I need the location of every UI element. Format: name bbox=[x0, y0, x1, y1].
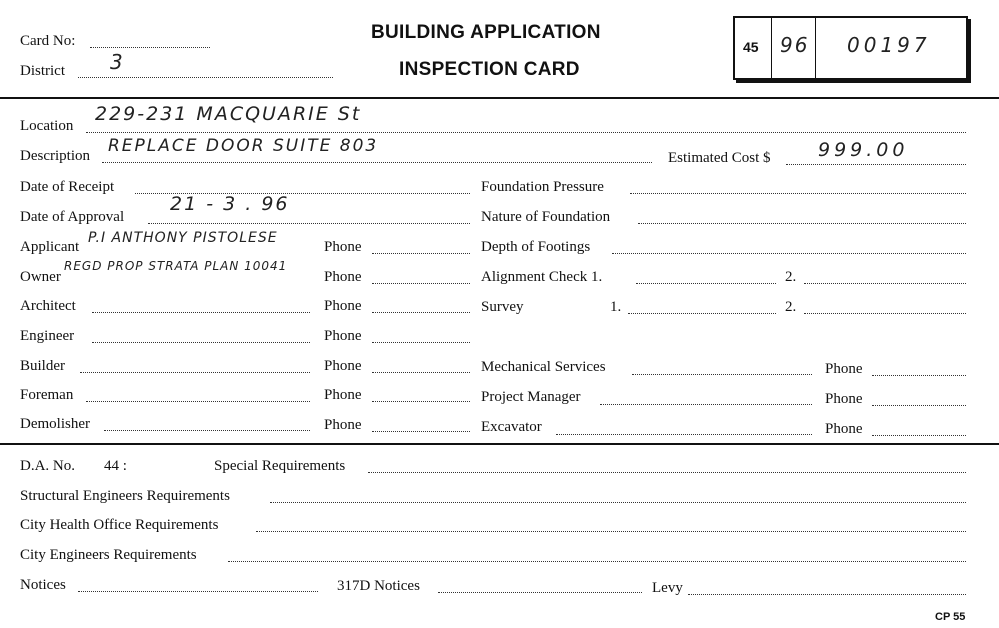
demolisher-field[interactable] bbox=[104, 430, 310, 431]
city-engineers-requirements-label: City Engineers Requirements bbox=[20, 547, 197, 563]
date-of-approval-value: 21 - 3 . 96 bbox=[170, 193, 290, 215]
mechanical-services-field[interactable] bbox=[632, 374, 812, 375]
mechanical-services-phone-field[interactable] bbox=[872, 375, 966, 376]
notices-317d-label: 317D Notices bbox=[337, 578, 420, 594]
application-number-box bbox=[733, 16, 968, 80]
levy-label: Levy bbox=[652, 580, 683, 596]
date-of-receipt-label: Date of Receipt bbox=[20, 179, 115, 195]
foreman-phone-field[interactable] bbox=[372, 401, 470, 402]
district-label: District bbox=[20, 63, 65, 79]
special-requirements-field[interactable] bbox=[368, 472, 966, 473]
architect-phone-field[interactable] bbox=[372, 312, 470, 313]
district-value: 3 bbox=[110, 50, 125, 74]
mechanical-services-label: Mechanical Services bbox=[481, 359, 606, 375]
number-part-3: 00197 bbox=[847, 33, 931, 57]
health-requirements-field[interactable] bbox=[256, 531, 966, 532]
da-no-label: D.A. No. bbox=[20, 458, 75, 474]
da-no-value: 44 : bbox=[104, 458, 127, 474]
foundation-pressure-label: Foundation Pressure bbox=[481, 179, 604, 195]
structural-requirements-label: Structural Engineers Requirements bbox=[20, 488, 230, 504]
depth-of-footings-field[interactable] bbox=[612, 253, 966, 254]
engineer-phone-label: Phone bbox=[324, 328, 362, 344]
form-code: CP 55 bbox=[935, 611, 966, 623]
special-requirements-label: Special Requirements bbox=[214, 458, 346, 474]
alignment-check-2-label: 2. bbox=[785, 269, 797, 285]
alignment-check-1-field[interactable] bbox=[636, 283, 776, 284]
applicant-phone-label: Phone bbox=[324, 239, 362, 255]
location-label: Location bbox=[20, 118, 74, 134]
location-value: 229-231 MACQUARIE St bbox=[95, 103, 362, 125]
number-part-2: 96 bbox=[780, 33, 810, 57]
health-requirements-label: City Health Office Requirements bbox=[20, 517, 219, 533]
notices-label: Notices bbox=[20, 577, 66, 593]
owner-label: Owner bbox=[20, 269, 61, 285]
excavator-phone-field[interactable] bbox=[872, 435, 966, 436]
project-manager-label: Project Manager bbox=[481, 389, 581, 405]
city-engineers-requirements-field[interactable] bbox=[228, 561, 966, 562]
notices-field[interactable] bbox=[78, 591, 318, 592]
project-manager-phone-field[interactable] bbox=[872, 405, 966, 406]
description-value: REPLACE DOOR SUITE 803 bbox=[108, 136, 379, 156]
depth-of-footings-label: Depth of Footings bbox=[481, 239, 591, 255]
nature-of-foundation-label: Nature of Foundation bbox=[481, 209, 611, 225]
alignment-check-label: Alignment Check 1. bbox=[481, 269, 603, 285]
engineer-label: Engineer bbox=[20, 328, 75, 344]
architect-phone-label: Phone bbox=[324, 298, 362, 314]
project-manager-phone-label: Phone bbox=[825, 391, 863, 407]
survey-2-label: 2. bbox=[785, 299, 797, 315]
date-of-approval-label: Date of Approval bbox=[20, 209, 125, 225]
nature-of-foundation-field[interactable] bbox=[638, 223, 966, 224]
builder-label: Builder bbox=[20, 358, 65, 374]
card-title-line1: BUILDING APPLICATION bbox=[371, 22, 601, 43]
survey-1-label: 1. bbox=[610, 299, 622, 315]
foreman-field[interactable] bbox=[86, 401, 310, 402]
demolisher-phone-field[interactable] bbox=[372, 431, 470, 432]
card-no-field[interactable] bbox=[90, 47, 210, 48]
survey-label: Survey bbox=[481, 299, 524, 315]
estimated-cost-label: Estimated Cost $ bbox=[668, 150, 771, 166]
excavator-label: Excavator bbox=[481, 419, 542, 435]
owner-value: REGD PROP STRATA PLAN 10041 bbox=[64, 259, 288, 273]
owner-phone-field[interactable] bbox=[372, 283, 470, 284]
section-divider bbox=[0, 443, 999, 445]
location-field[interactable] bbox=[86, 132, 966, 133]
excavator-phone-label: Phone bbox=[825, 421, 863, 437]
builder-phone-label: Phone bbox=[324, 358, 362, 374]
project-manager-field[interactable] bbox=[600, 404, 812, 405]
structural-requirements-field[interactable] bbox=[270, 502, 966, 503]
engineer-field[interactable] bbox=[92, 342, 310, 343]
header-divider bbox=[0, 97, 999, 99]
card-title-line2: INSPECTION CARD bbox=[399, 59, 580, 80]
applicant-label: Applicant bbox=[20, 239, 80, 255]
applicant-phone-field[interactable] bbox=[372, 253, 470, 254]
district-field[interactable] bbox=[78, 77, 333, 78]
alignment-check-2-field[interactable] bbox=[804, 283, 966, 284]
survey-1-field[interactable] bbox=[628, 313, 776, 314]
builder-phone-field[interactable] bbox=[372, 372, 470, 373]
builder-field[interactable] bbox=[80, 372, 310, 373]
description-field[interactable] bbox=[102, 162, 652, 163]
foundation-pressure-field[interactable] bbox=[630, 193, 966, 194]
card-no-label: Card No: bbox=[20, 33, 76, 49]
architect-label: Architect bbox=[20, 298, 76, 314]
levy-field[interactable] bbox=[688, 594, 966, 595]
engineer-phone-field[interactable] bbox=[372, 342, 470, 343]
foreman-phone-label: Phone bbox=[324, 387, 362, 403]
number-part-1: 45 bbox=[743, 39, 759, 55]
estimated-cost-field[interactable] bbox=[786, 164, 966, 165]
estimated-cost-value: 999.00 bbox=[818, 139, 909, 161]
description-label: Description bbox=[20, 148, 90, 164]
demolisher-phone-label: Phone bbox=[324, 417, 362, 433]
applicant-value: P.I ANTHONY PISTOLESE bbox=[88, 230, 278, 246]
architect-field[interactable] bbox=[92, 312, 310, 313]
notices-317d-field[interactable] bbox=[438, 592, 642, 593]
survey-2-field[interactable] bbox=[804, 313, 966, 314]
owner-phone-label: Phone bbox=[324, 269, 362, 285]
demolisher-label: Demolisher bbox=[20, 416, 90, 432]
date-of-approval-field[interactable] bbox=[148, 223, 470, 224]
mechanical-services-phone-label: Phone bbox=[825, 361, 863, 377]
foreman-label: Foreman bbox=[20, 387, 74, 403]
excavator-field[interactable] bbox=[556, 434, 812, 435]
